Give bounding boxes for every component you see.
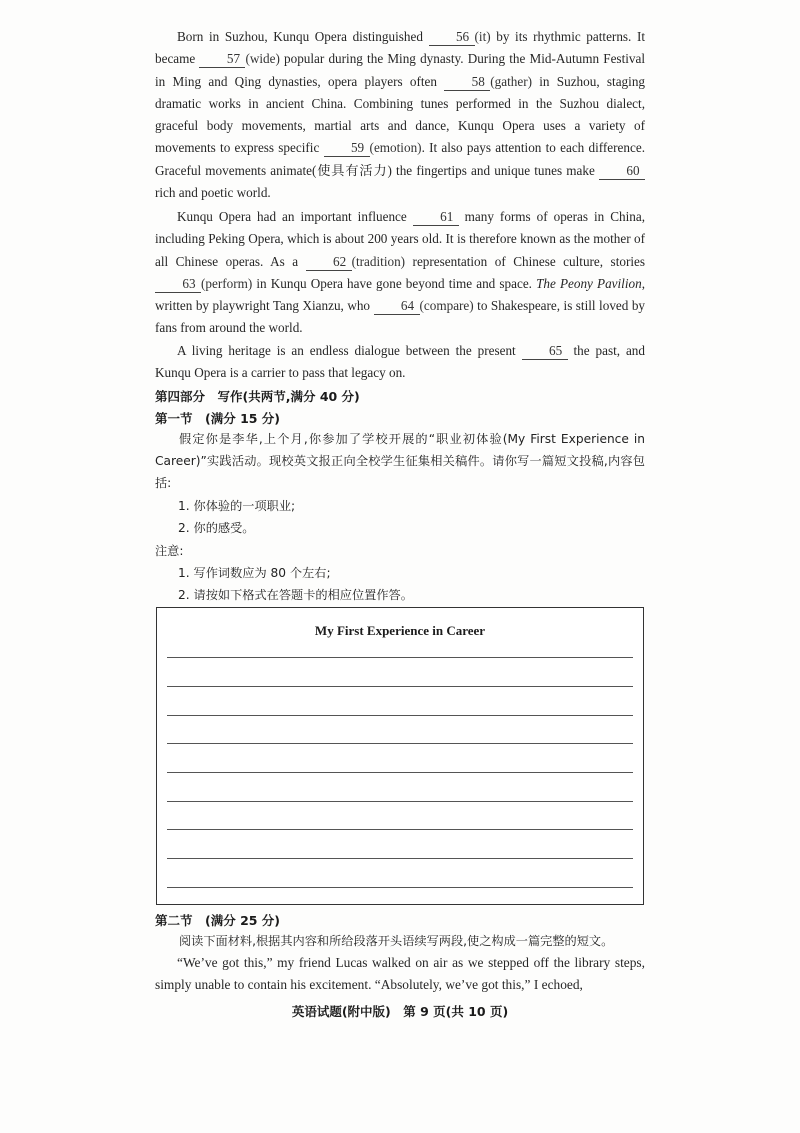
page-footer: 英语试题(附中版) 第 9 页(共 10 页) — [291, 1004, 509, 1019]
cloze-paragraph-3: A living heritage is an endless dialogue between the present 65 the past, and Kunqu Opera is a carrier to pass that legacy on. — [155, 343, 645, 381]
prompt-item-2: 2. 你的感受。 — [178, 521, 255, 535]
hint-56: (it) — [474, 29, 491, 44]
section2-prompt: 阅读下面材料,根据其内容和所给段落开头语续写两段,使之构成一篇完整的短文。 — [179, 934, 614, 948]
blank-64[interactable]: 64 — [374, 298, 420, 315]
answer-box-title: My First Experience in Career — [314, 623, 486, 638]
book-title: The Peony Pavilion — [536, 275, 642, 291]
hint-57: (wide) — [245, 51, 280, 67]
answer-box[interactable] — [156, 607, 644, 905]
answer-line[interactable] — [167, 829, 633, 830]
blank-57[interactable]: 57 — [199, 51, 245, 68]
blank-61[interactable]: 61 — [413, 209, 459, 226]
hint-63: (perform) — [201, 275, 253, 291]
continuation-story: “We’ve got this,” my friend Lucas walked on air as we stepped off the library steps, simply unable to contain his excitement. “Absolutely, we’ve got this,” I echoed, — [155, 955, 645, 993]
answer-line[interactable] — [167, 743, 633, 744]
blank-58[interactable]: 58 — [444, 74, 490, 91]
answer-line[interactable] — [167, 801, 633, 802]
answer-line[interactable] — [167, 686, 633, 687]
cloze-paragraph-2: Kunqu Opera had an important influence 61 many forms of operas in China, including Peking Opera, which is about 200 years old. It is therefore known as the mother of all Chinese operas. As a 62 (tradition) representation of Chinese culture, stories 63 (perform) in Kunqu Opera have gone beyond time and space. The Peony Pavilion, written by playwright Tang Xianzu, who 64 (compare) to Shakespeare, is still loved by fans from around the world. — [155, 209, 646, 336]
blank-59[interactable]: 59 — [324, 140, 370, 157]
section1-heading: 第一节 (满分 15 分) — [155, 411, 281, 426]
blank-56[interactable]: 56 — [429, 29, 475, 46]
hint-62: (tradition) — [351, 253, 406, 269]
hint-64: (compare) — [419, 298, 474, 314]
part4-heading: 第四部分 写作(共两节,满分 40 分) — [155, 389, 360, 404]
blank-63[interactable]: 63 — [155, 276, 201, 293]
blank-65[interactable]: 65 — [522, 343, 568, 360]
answer-line[interactable] — [167, 715, 633, 716]
answer-line[interactable] — [167, 657, 633, 658]
answer-line[interactable] — [167, 887, 633, 888]
hint-58: (gather) — [490, 73, 532, 89]
writing-prompt: 假定你是李华,上个月,你参加了学校开展的“职业初体验(My First Experience in Career)”实践活动。现校英文报正向全校学生征集相关稿件。请你写一篇短文投稿,内容包括: — [155, 432, 645, 490]
section2-heading: 第二节 (满分 25 分) — [155, 913, 281, 928]
blank-60[interactable]: 60 — [599, 163, 645, 180]
cloze-paragraph-1: Born in Suzhou, Kunqu Opera distinguished 56 (it) by its rhythmic patterns. It became 57 (wide) popular during the Ming dynasty. During the Mid-Autumn Festival in Ming and Qing dynasties, opera players often 58 (gather) in Suzhou, staging dramatic works in ancient China. Combining tunes performed in the Suzhou dialect, graceful body movements, martial arts and dance, Kunqu Opera uses a variety of movements to express specific 59 (emotion). It also pays attention to each difference. Graceful movements animate(使具有活力) the fingertips and unique tunes make 60 rich and poetic world. — [155, 29, 646, 201]
note-label: 注意: — [155, 544, 184, 558]
blank-62[interactable]: 62 — [306, 254, 352, 271]
note-item-1: 1. 写作词数应为 80 个左右; — [178, 566, 331, 580]
prompt-item-1: 1. 你体验的一项职业; — [178, 499, 296, 513]
note-item-2: 2. 请按如下格式在答题卡的相应位置作答。 — [178, 588, 413, 602]
answer-line[interactable] — [167, 858, 633, 859]
answer-line[interactable] — [167, 772, 633, 773]
hint-59: (emotion) — [369, 140, 422, 156]
